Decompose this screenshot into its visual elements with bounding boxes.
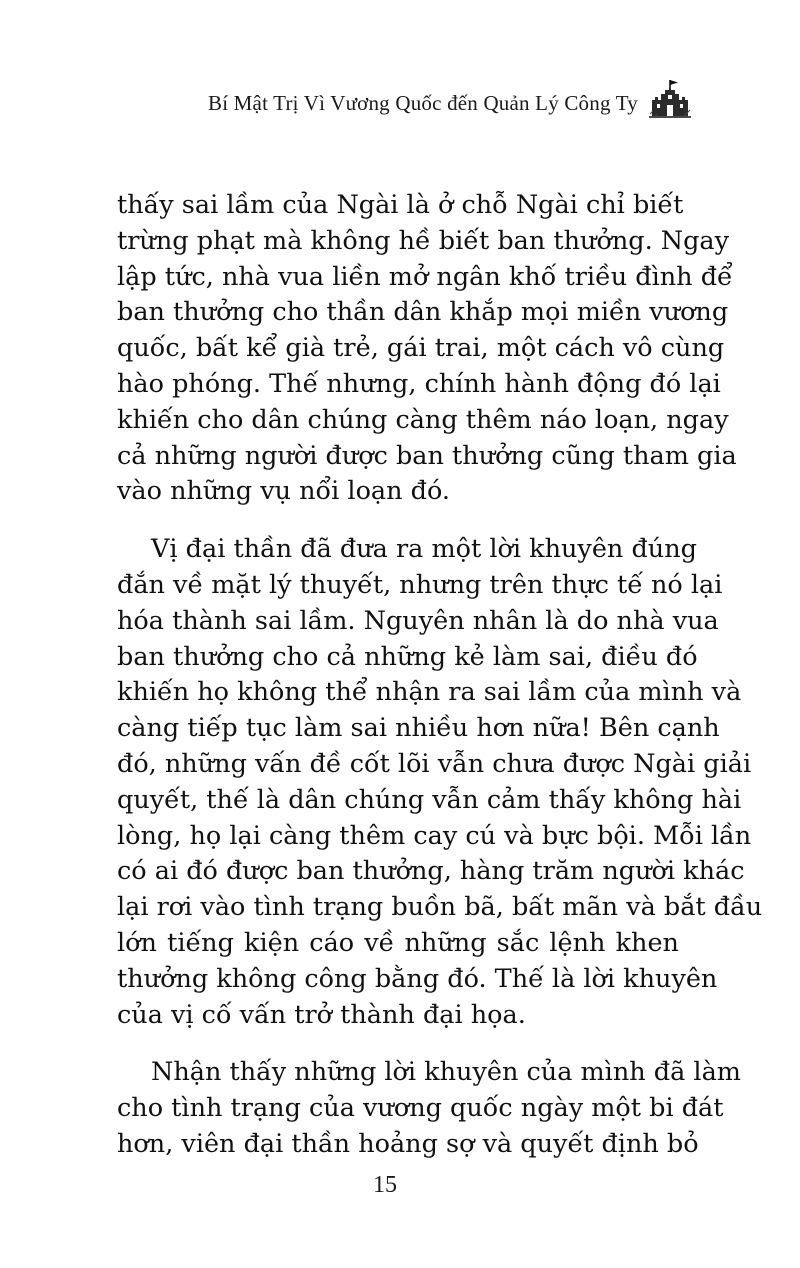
body-text bbox=[117, 188, 763, 1163]
text-line: có ai đó được ban thưởng, hàng trăm người khác bbox=[117, 856, 745, 887]
text-line: lập tức, nhà vua liền mở ngân khố triều đình để bbox=[117, 261, 733, 292]
paragraph-2 bbox=[117, 532, 763, 1033]
text-line: lòng, họ lại càng thêm cay cú và bực bội. Mỗi lần bbox=[117, 820, 752, 851]
text-line: Vị đại thần đã đưa ra một lời khuyên đúng bbox=[151, 534, 697, 565]
text-line: Nhận thấy những lời khuyên của mình đã làm bbox=[151, 1057, 741, 1088]
text-line: lại rơi vào tình trạng buồn bã, bất mãn và bắt đầu bbox=[117, 892, 763, 923]
text-line: đắn về mặt lý thuyết, nhưng trên thực tế nó lại bbox=[117, 569, 723, 600]
text-line: thưởng không công bằng đó. Thế là lời khuyên bbox=[117, 963, 718, 994]
text-line: hóa thành sai lầm. Nguyên nhân là do nhà vua bbox=[117, 605, 719, 636]
text-line: quyết, thế là dân chúng vẫn cảm thấy không hài bbox=[117, 784, 742, 815]
text-line: lớn tiếng kiện cáo về những sắc lệnh khen bbox=[117, 927, 679, 958]
text-line: khiến cho dân chúng càng thêm náo loạn, ngay bbox=[117, 404, 729, 435]
text-line: cả những người được ban thưởng cũng tham gia bbox=[117, 440, 737, 471]
text-line: càng tiếp tục làm sai nhiều hơn nữa! Bên cạnh bbox=[117, 713, 720, 744]
running-title: Bí Mật Trị Vì Vương Quốc đến Quản Lý Công Ty bbox=[207, 91, 638, 115]
text-line: ban thưởng cho thần dân khắp mọi miền vương bbox=[117, 297, 729, 328]
text-line: vào những vụ nổi loạn đó. bbox=[117, 476, 450, 507]
paragraph-1 bbox=[117, 188, 737, 510]
text-line: cho tình trạng của vương quốc ngày một bi đát bbox=[117, 1093, 724, 1124]
text-line: hơn, viên đại thần hoảng sợ và quyết định bỏ bbox=[117, 1128, 699, 1159]
castle-icon bbox=[648, 78, 692, 118]
text-line: khiến họ không thể nhận ra sai lầm của mình và bbox=[117, 677, 742, 708]
text-line: ban thưởng cho cả những kẻ làm sai, điều đó bbox=[117, 641, 698, 672]
text-line: đó, những vấn đề cốt lõi vẫn chưa được Ngài giải bbox=[117, 748, 752, 779]
text-line: quốc, bất kể già trẻ, gái trai, một cách vô cùng bbox=[117, 333, 725, 364]
text-line: hào phóng. Thế nhưng, chính hành động đó lại bbox=[117, 368, 721, 399]
text-line: thấy sai lầm của Ngài là ở chỗ Ngài chỉ biết bbox=[117, 190, 684, 220]
text-line: của vị cố vấn trở thành đại họa. bbox=[117, 999, 526, 1030]
page-number: 15 bbox=[373, 1172, 397, 1198]
running-header bbox=[208, 78, 692, 118]
text-line: trừng phạt mà không hề biết ban thưởng. Ngay bbox=[117, 225, 730, 256]
paragraph-3 bbox=[117, 1055, 741, 1162]
